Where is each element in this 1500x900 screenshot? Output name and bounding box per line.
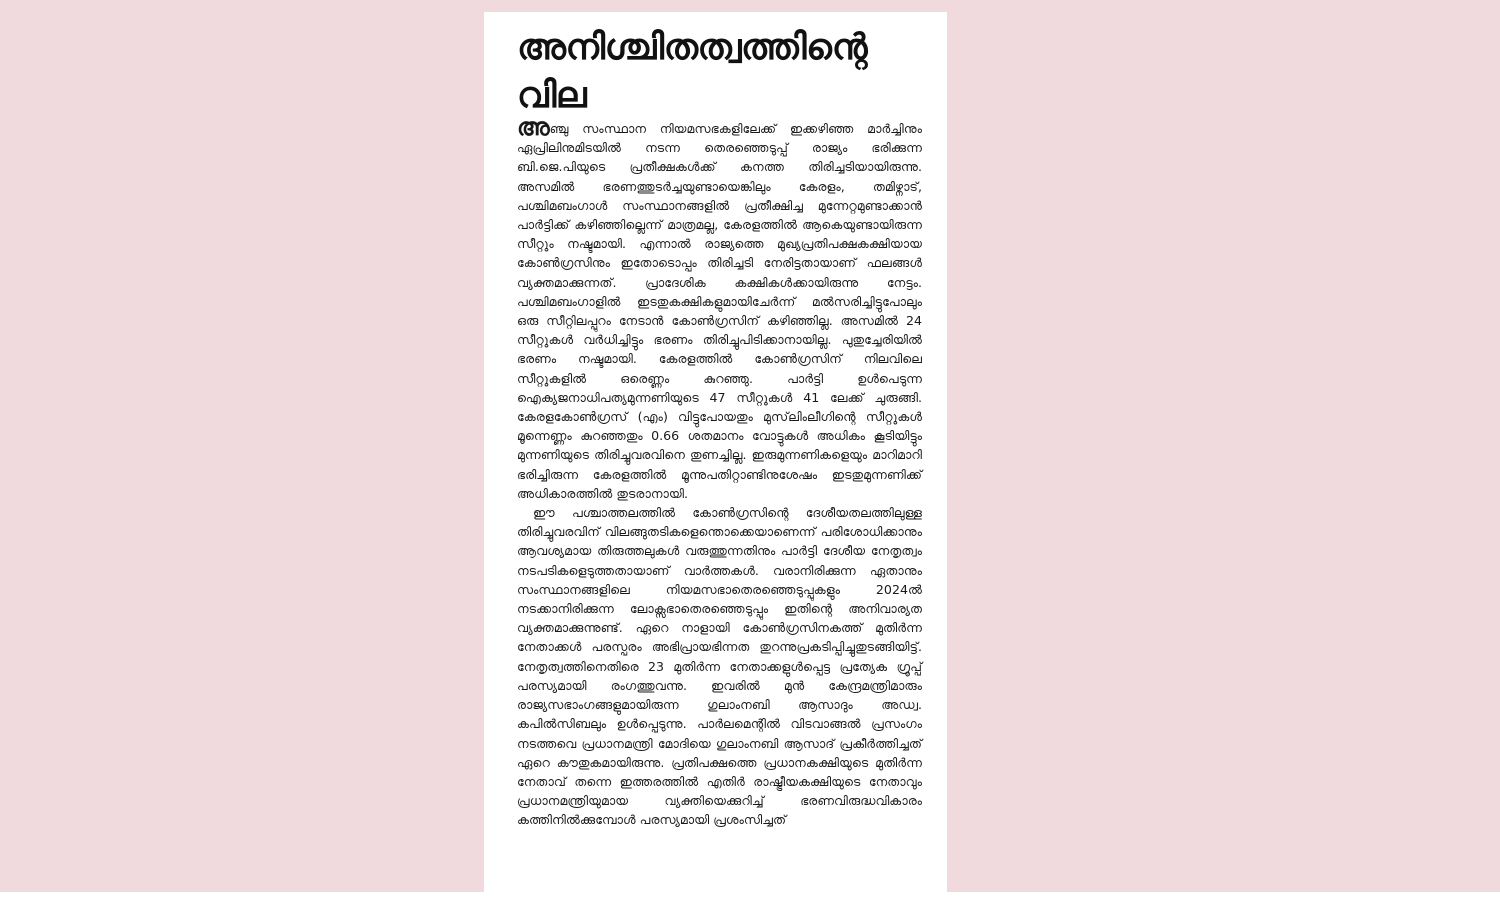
paragraph-1-text: ഞ്ചു സംസ്ഥാന നിയമസഭകളിലേക്ക് ഇക്കഴിഞ്ഞ മാർച്ചിനും ഏപ്രിലിനുമിടയിൽ നടന്ന തെരഞ്ഞെടുപ്പ് രാജ്യം ഭരിക്കുന്ന ബി.ജെ.പിയുടെ പ്രതീക്ഷകൾക്ക് കനത്ത തിരിച്ചടിയായിരുന്നു. അസമിൽ ഭരണത്തുടർച്ചയുണ്ടായെങ്കിലും കേരളം, തമിഴ്നാട്, പശ്ചിമബംഗാൾ സംസ്ഥാനങ്ങളിൽ പ്രതീക്ഷിച്ച മുന്നേറ്റമുണ്ടാക്കാൻ പാർട്ടിക്ക് കഴിഞ്ഞില്ലെന്ന് മാത്രമല്ല, കേരളത്തിൽ ആകെയുണ്ടായിരുന്ന സീറ്റും നഷ്ടമായി. എന്നാൽ രാജ്യത്തെ മുഖ്യപ്രതിപക്ഷകക്ഷിയായ കോൺഗ്രസിനും ഇതോടൊപ്പം തിരിച്ചടി നേരിട്ടതായാണ് ഫലങ്ങൾ വ്യക്തമാക്കുന്നത്. പ്രാദേശിക കക്ഷികൾക്കായിരുന്നു നേട്ടം. പശ്ചിമബംഗാളിൽ ഇടതുകക്ഷികളുമായിചേർന്ന് മൽസരിച്ചിട്ടുപോലും ഒരു സീറ്റിലപ്പുറം നേടാൻ കോൺഗ്രസിന് കഴിഞ്ഞില്ല. അസമിൽ 24 സീറ്റുകൾ വർധിച്ചിട്ടും ഭരണം തിരിച്ചുപിടിക്കാനായില്ല. പുതുച്ചേരിയിൽ ഭരണം നഷ്ടമായി. കേരളത്തിൽ കോൺഗ്രസിന് നിലവിലെ സീറ്റുകളിൽ ഒരെണ്ണം കുറഞ്ഞു. പാർട്ടി ഉൾപെടുന്ന ഐക്യജനാധിപത്യമുന്നണിയുടെ 47 സീറ്റുകൾ 41 ലേക്ക് ചുരുങ്ങി. കേരളകോൺഗ്രസ് (എം) വിട്ടുപോയതും മുസ്‌ലിംലീഗിന്റെ സീറ്റുകൾ മൂന്നെണ്ണം കുറഞ്ഞതും 0.66 ശതമാനം വോട്ടുകൾ അധികം കൂടിയിട്ടും മുന്നണിയുടെ തിരിച്ചുവരവിനെ തുണച്ചില്ല. ഇരുമുന്നണികളെയും മാറിമാറി ഭരിച്ചിരുന്ന കേരളത്തിൽ മൂന്നുപതിറ്റാണ്ടിനുശേഷം ഇടതുമുന്നണിക്ക് അധികാരത്തിൽ തുടരാനായി. (517, 121, 922, 501)
headline (517, 24, 937, 120)
drop-cap: അ (517, 113, 550, 141)
paragraph-1 (517, 113, 922, 503)
headline-line-1: അനിശ്ചിതത്വത്തിന്റെ (517, 27, 868, 68)
newspaper-clipping (484, 12, 947, 900)
headline-line-2: വില (517, 75, 587, 116)
article-body (517, 113, 922, 830)
paragraph-2: ഈ പശ്ചാത്തലത്തിൽ കോൺഗ്രസിന്റെ ദേശീയതലത്തിലുള്ള തിരിച്ചുവരവിന് വിലങ്ങുതടികളെന്തൊക്കെയാണെന്ന് പരിശോധിക്കാനും ആവശ്യമായ തിരുത്തലുകൾ വരുത്തുന്നതിനും പാർട്ടി ദേശീയ നേതൃത്വം നടപടികളെടുത്തതായാണ് വാർത്തകൾ. വരാനിരിക്കുന്ന ഏതാനും സംസ്ഥാനങ്ങളിലെ നിയമസഭാതെരഞ്ഞെടുപ്പുകളും 2024ൽ നടക്കാനിരിക്കുന്ന ലോക്സഭാതെരഞ്ഞെടുപ്പും ഇതിന്റെ അനിവാര്യത വ്യക്തമാക്കുന്നുണ്ട്. ഏറെ നാളായി കോൺഗ്രസിനകത്ത് മുതിർന്ന നേതാക്കൾ പരസ്പരം അഭിപ്രായഭിന്നത തുറന്നുപ്രകടിപ്പിച്ചുതുടങ്ങിയിട്ട്. നേതൃത്വത്തിനെതിരെ 23 മുതിർന്ന നേതാക്കളുൾപ്പെട്ട പ്രത്യേക ഗ്രൂപ്പ് പരസ്യമായി രംഗത്തുവന്നു. ഇവരിൽ മുൻ കേന്ദ്രമന്ത്രിമാരും രാജ്യസഭാംഗങ്ങളുമായിരുന്ന ഗുലാംനബി ആസാദും അഡ്വ. കപിൽസിബലും ഉൾപ്പെടുന്നു. പാർലമെന്റിൽ വിടവാങ്ങൽ പ്രസംഗം നടത്തവെ പ്രധാനമന്ത്രി മോദിയെ ഗുലാംനബി ആസാദ് പ്രകീർത്തിച്ചത് ഏറെ കൗതുകമായിരുന്നു. പ്രതിപക്ഷത്തെ പ്രധാനകക്ഷിയുടെ മുതിർന്ന നേതാവ് തന്നെ ഇത്തരത്തിൽ എതിർ രാഷ്ട്രീയകക്ഷിയുടെ നേതാവും പ്രധാനമന്ത്രിയുമായ വ്യക്തിയെക്കുറിച്ച് ഭരണവിരുദ്ധവികാരം കത്തിനിൽക്കുമ്പോൾ പരസ്യമായി പ്രശംസിച്ചത് (517, 505, 922, 828)
